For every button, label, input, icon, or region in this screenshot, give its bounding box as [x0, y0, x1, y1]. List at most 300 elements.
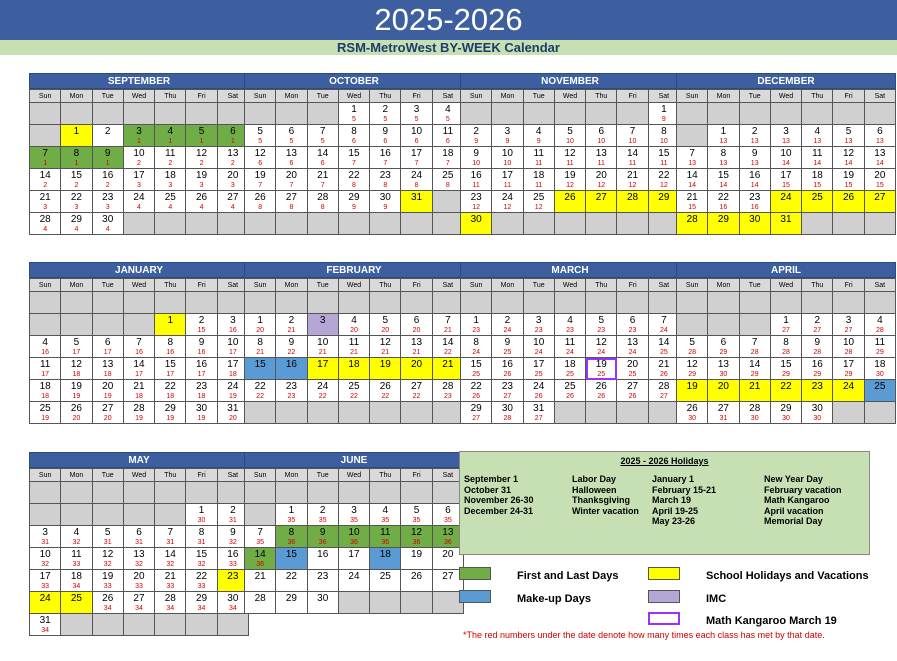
class-count: 30	[875, 371, 884, 378]
day-cell	[30, 191, 61, 213]
class-count: 36	[287, 539, 296, 546]
day-cell	[308, 191, 339, 213]
day-number: 1	[351, 104, 357, 115]
day-cell	[124, 402, 155, 424]
weekday-label: Wed	[339, 469, 370, 482]
holiday-line: October 31	[464, 484, 512, 495]
class-count: 13	[719, 160, 728, 167]
day-number: 8	[351, 126, 357, 137]
day-cell	[186, 548, 217, 570]
empty-day-cell	[93, 103, 124, 125]
empty-day-cell	[245, 103, 276, 125]
class-count: 22	[318, 393, 327, 400]
day-cell	[617, 358, 648, 380]
class-count: 2	[230, 160, 235, 167]
month-name: JANUARY	[29, 262, 249, 278]
class-count: 2	[199, 160, 204, 167]
day-cell	[586, 380, 617, 402]
class-count: 10	[566, 138, 574, 145]
class-count: 17	[41, 371, 50, 378]
day-number: 30	[102, 214, 114, 225]
empty-day-cell	[339, 402, 370, 424]
empty-day-cell	[308, 402, 339, 424]
day-number: 2	[473, 126, 479, 137]
empty-day-cell	[155, 213, 186, 235]
day-cell	[492, 314, 523, 336]
day-cell	[833, 358, 864, 380]
class-count: 28	[875, 327, 884, 334]
class-count: 6	[445, 138, 450, 145]
day-cell	[833, 147, 864, 169]
day-cell	[276, 504, 307, 526]
day-cell	[865, 380, 896, 402]
class-count: 15	[813, 182, 822, 189]
day-cell	[833, 380, 864, 402]
day-number: 14	[164, 549, 176, 560]
day-cell	[524, 336, 555, 358]
class-count: 11	[535, 160, 543, 167]
class-count: 16	[719, 204, 728, 211]
day-number: 21	[442, 359, 454, 370]
day-number: 10	[780, 148, 792, 159]
day-cell	[155, 147, 186, 169]
day-number: 25	[874, 381, 886, 392]
class-count: 19	[166, 415, 175, 422]
day-cell	[740, 402, 771, 424]
month-december	[676, 73, 896, 235]
holidays-title: 2025 - 2026 Holidays	[620, 456, 709, 466]
day-number: 11	[348, 337, 360, 348]
day-number: 6	[288, 126, 295, 137]
day-number: 17	[501, 170, 513, 181]
day-number: 30	[196, 403, 208, 414]
weekday-label: Wed	[555, 90, 586, 103]
class-count: 9	[383, 204, 388, 211]
class-count: 34	[166, 605, 175, 612]
day-number: 17	[317, 359, 329, 370]
empty-day-cell	[492, 103, 523, 125]
day-number: 29	[470, 403, 482, 414]
class-count: 3	[74, 204, 79, 211]
day-number: 26	[595, 381, 607, 392]
day-number: 9	[319, 527, 326, 538]
day-cell	[93, 570, 124, 592]
empty-day-cell	[802, 213, 833, 235]
day-cell	[617, 169, 648, 191]
class-count: 32	[135, 561, 143, 568]
empty-day-cell	[339, 592, 370, 614]
class-count: 10	[597, 138, 606, 145]
empty-day-cell	[30, 125, 61, 147]
day-cell	[308, 570, 339, 592]
month-january	[29, 262, 249, 424]
day-cell	[93, 213, 124, 235]
class-count: 30	[688, 415, 697, 422]
weekday-label: Fri	[186, 469, 217, 482]
day-number: 30	[317, 593, 329, 604]
class-count: 15	[688, 204, 697, 211]
empty-day-cell	[61, 292, 92, 314]
day-number: 10	[843, 337, 855, 348]
weekday-label: Fri	[833, 90, 864, 103]
day-number: 9	[751, 148, 758, 159]
day-cell	[802, 336, 833, 358]
day-number: 1	[198, 505, 205, 516]
month-name: JUNE	[244, 452, 464, 468]
day-number: 5	[598, 315, 605, 326]
day-number: 17	[411, 148, 423, 159]
day-number: 2	[319, 505, 326, 516]
empty-day-cell	[708, 314, 739, 336]
day-number: 28	[658, 381, 670, 392]
day-number: 5	[104, 527, 111, 538]
weekday-label: Thu	[586, 279, 617, 292]
day-number: 13	[442, 527, 454, 538]
weekday-label: Sat	[433, 279, 464, 292]
day-cell	[276, 191, 307, 213]
class-count: 22	[381, 393, 390, 400]
class-count: 4	[168, 204, 173, 211]
class-count: 2	[43, 182, 48, 189]
empty-day-cell	[833, 292, 864, 314]
day-number: 3	[42, 527, 48, 538]
day-number: 28	[749, 403, 761, 414]
day-number: 17	[780, 170, 792, 181]
class-count: 6	[352, 138, 356, 145]
day-number: 12	[843, 148, 855, 159]
day-number: 25	[70, 593, 82, 604]
day-cell	[586, 314, 617, 336]
day-cell	[401, 147, 432, 169]
class-count: 35	[350, 517, 358, 524]
class-count: 11	[628, 160, 637, 167]
day-cell	[61, 380, 92, 402]
empty-day-cell	[370, 292, 401, 314]
empty-day-cell	[124, 314, 155, 336]
day-number: 19	[70, 381, 82, 392]
day-number: 30	[227, 593, 239, 604]
day-cell	[524, 380, 555, 402]
class-count: 12	[472, 204, 481, 211]
class-count: 36	[256, 561, 265, 568]
month-name: NOVEMBER	[460, 73, 680, 89]
day-cell	[339, 358, 370, 380]
class-count: 13	[813, 138, 822, 145]
empty-day-cell	[771, 103, 802, 125]
day-number: 6	[629, 315, 636, 326]
empty-day-cell	[276, 292, 307, 314]
class-count: 15	[844, 182, 853, 189]
day-number: 22	[348, 170, 360, 181]
weekday-label: Tue	[740, 279, 771, 292]
class-count: 4	[74, 226, 79, 233]
day-cell	[155, 380, 186, 402]
day-cell	[61, 125, 92, 147]
day-number: 5	[845, 126, 852, 137]
holidays-names-spring	[764, 474, 842, 527]
day-number: 12	[102, 549, 114, 560]
day-cell	[586, 336, 617, 358]
class-count: 23	[443, 393, 452, 400]
weekday-label: Fri	[401, 279, 432, 292]
class-count: 13	[750, 160, 759, 167]
day-cell	[492, 336, 523, 358]
month-april	[676, 262, 896, 424]
month-name: DECEMBER	[676, 73, 896, 89]
class-count: 26	[628, 393, 637, 400]
class-count: 34	[72, 583, 81, 590]
weekday-label: Mon	[492, 279, 523, 292]
day-cell	[555, 314, 586, 336]
day-number: 31	[39, 615, 51, 626]
day-cell	[93, 336, 124, 358]
class-count: 23	[566, 327, 574, 334]
class-count: 26	[534, 393, 543, 400]
day-number: 22	[285, 571, 297, 582]
day-cell	[802, 191, 833, 213]
day-cell	[586, 358, 617, 380]
class-count: 30	[782, 415, 790, 422]
weekday-label: Fri	[401, 469, 432, 482]
day-cell	[30, 358, 61, 380]
day-cell	[708, 191, 739, 213]
day-cell	[865, 336, 896, 358]
day-number: 3	[535, 315, 542, 326]
day-number: 14	[317, 148, 329, 159]
day-number: 9	[288, 337, 295, 348]
day-cell	[276, 336, 307, 358]
legend-first-last-label: First and Last Days	[517, 570, 619, 582]
day-number: 9	[814, 337, 821, 348]
empty-day-cell	[93, 482, 124, 504]
empty-day-cell	[93, 504, 124, 526]
day-cell	[524, 314, 555, 336]
day-number: 24	[348, 571, 360, 582]
empty-day-cell	[30, 292, 61, 314]
day-cell	[245, 314, 276, 336]
day-cell	[586, 125, 617, 147]
day-number: 4	[73, 527, 80, 538]
day-cell	[677, 191, 708, 213]
legend-yellow-swatch	[648, 567, 680, 580]
day-number: 21	[164, 571, 176, 582]
class-count: 11	[535, 182, 543, 189]
day-cell	[617, 314, 648, 336]
day-cell	[524, 191, 555, 213]
class-count: 36	[412, 539, 421, 546]
day-number: 11	[380, 527, 391, 538]
day-number: 12	[595, 337, 607, 348]
class-count: 25	[472, 371, 481, 378]
day-cell	[30, 614, 61, 636]
legend-imc-label: IMC	[706, 593, 727, 605]
day-cell	[370, 314, 401, 336]
class-count: 22	[443, 349, 452, 356]
legend-school-holidays-label: School Holidays and Vacations	[706, 570, 869, 582]
day-number: 16	[102, 170, 114, 181]
day-cell	[802, 169, 833, 191]
day-cell	[308, 526, 339, 548]
class-count: 10	[659, 138, 668, 145]
class-count: 35	[443, 517, 452, 524]
day-cell	[276, 169, 307, 191]
class-count: 2	[74, 182, 79, 189]
day-number: 22	[196, 571, 208, 582]
holiday-line: Thanksgiving	[572, 495, 631, 505]
day-cell	[30, 570, 61, 592]
class-count: 35	[287, 517, 296, 524]
day-number: 13	[595, 148, 607, 159]
day-number: 9	[104, 148, 111, 159]
day-number: 22	[254, 381, 266, 392]
empty-day-cell	[61, 614, 92, 636]
empty-day-cell	[401, 592, 432, 614]
day-cell	[61, 570, 92, 592]
day-number: 13	[133, 549, 145, 560]
day-cell	[155, 548, 186, 570]
month-grid	[244, 89, 464, 235]
month-grid	[244, 468, 464, 614]
class-count: 8	[320, 204, 325, 211]
day-number: 2	[104, 126, 111, 137]
day-cell	[93, 125, 124, 147]
class-count: 21	[287, 327, 296, 334]
class-count: 7	[445, 160, 450, 167]
day-number: 5	[413, 505, 420, 516]
day-cell	[555, 380, 586, 402]
day-cell	[401, 548, 432, 570]
class-count: 32	[197, 561, 206, 568]
empty-day-cell	[186, 482, 217, 504]
day-cell	[492, 380, 523, 402]
empty-day-cell	[617, 402, 648, 424]
day-number: 8	[257, 337, 263, 348]
class-count: 29	[750, 371, 759, 378]
day-number: 27	[874, 192, 886, 203]
month-name: MARCH	[460, 262, 680, 278]
day-number: 19	[595, 359, 607, 370]
empty-day-cell	[586, 292, 617, 314]
day-number: 5	[257, 126, 263, 137]
weekday-label: Sun	[245, 279, 276, 292]
day-cell	[276, 592, 307, 614]
day-number: 5	[382, 315, 389, 326]
day-cell	[555, 169, 586, 191]
class-count: 14	[719, 182, 728, 189]
day-cell	[370, 125, 401, 147]
weekday-label: Fri	[617, 90, 648, 103]
day-number: 19	[843, 170, 855, 181]
footnote: *The red numbers under the date denote how many times each class has met by that date.	[463, 630, 825, 640]
empty-day-cell	[555, 213, 586, 235]
class-count: 14	[813, 160, 822, 167]
day-number: 18	[533, 170, 545, 181]
month-grid	[244, 278, 464, 424]
day-cell	[401, 314, 432, 336]
month-grid	[29, 89, 249, 235]
weekday-label: Fri	[186, 90, 217, 103]
class-count: 12	[566, 182, 574, 189]
day-number: 18	[811, 170, 823, 181]
class-count: 17	[135, 371, 143, 378]
day-cell	[617, 191, 648, 213]
day-cell	[708, 213, 739, 235]
class-count: 9	[536, 138, 541, 145]
class-count: 5	[320, 138, 325, 145]
class-count: 1	[199, 138, 204, 145]
day-cell	[740, 125, 771, 147]
day-number: 4	[445, 104, 451, 115]
day-cell	[740, 169, 771, 191]
empty-day-cell	[245, 292, 276, 314]
day-number: 14	[254, 549, 266, 560]
holiday-line: April vacation	[764, 505, 824, 516]
empty-day-cell	[524, 292, 555, 314]
day-cell	[339, 336, 370, 358]
day-cell	[186, 147, 217, 169]
day-cell	[93, 402, 124, 424]
weekday-label: Sun	[677, 279, 708, 292]
class-count: 20	[256, 327, 265, 334]
class-count: 26	[597, 393, 606, 400]
day-number: 23	[317, 571, 329, 582]
class-count: 7	[320, 182, 325, 189]
class-count: 23	[472, 327, 481, 334]
day-cell	[771, 213, 802, 235]
empty-day-cell	[124, 292, 155, 314]
class-count: 11	[503, 182, 512, 189]
class-count: 18	[197, 393, 206, 400]
class-count: 25	[597, 371, 606, 378]
day-cell	[370, 358, 401, 380]
weekday-label: Wed	[771, 279, 802, 292]
class-count: 19	[103, 393, 112, 400]
day-number: 10	[227, 337, 239, 348]
empty-day-cell	[370, 213, 401, 235]
day-cell	[524, 358, 555, 380]
empty-day-cell	[276, 213, 307, 235]
day-cell	[771, 402, 802, 424]
class-count: 28	[688, 349, 697, 356]
day-number: 30	[811, 403, 823, 414]
weekday-label: Thu	[802, 279, 833, 292]
holiday-line: New Year Day	[764, 474, 823, 484]
day-cell	[155, 125, 186, 147]
class-count: 28	[782, 349, 790, 356]
month-name: OCTOBER	[244, 73, 464, 89]
day-number: 23	[196, 381, 208, 392]
empty-day-cell	[61, 314, 92, 336]
day-number: 2	[230, 505, 236, 516]
class-count: 18	[228, 371, 237, 378]
class-count: 15	[197, 327, 206, 334]
day-cell	[186, 336, 217, 358]
day-number: 12	[379, 337, 391, 348]
weekday-label: Thu	[802, 90, 833, 103]
day-number: 8	[783, 337, 789, 348]
day-cell	[276, 147, 307, 169]
day-number: 23	[379, 170, 391, 181]
holiday-line: Labor Day	[572, 474, 617, 484]
day-number: 27	[442, 571, 454, 582]
day-number: 20	[411, 359, 423, 370]
day-cell	[245, 548, 276, 570]
day-number: 2	[198, 315, 205, 326]
class-count: 13	[719, 138, 728, 145]
class-count: 5	[414, 116, 419, 123]
day-number: 6	[413, 315, 420, 326]
day-number: 10	[533, 337, 545, 348]
